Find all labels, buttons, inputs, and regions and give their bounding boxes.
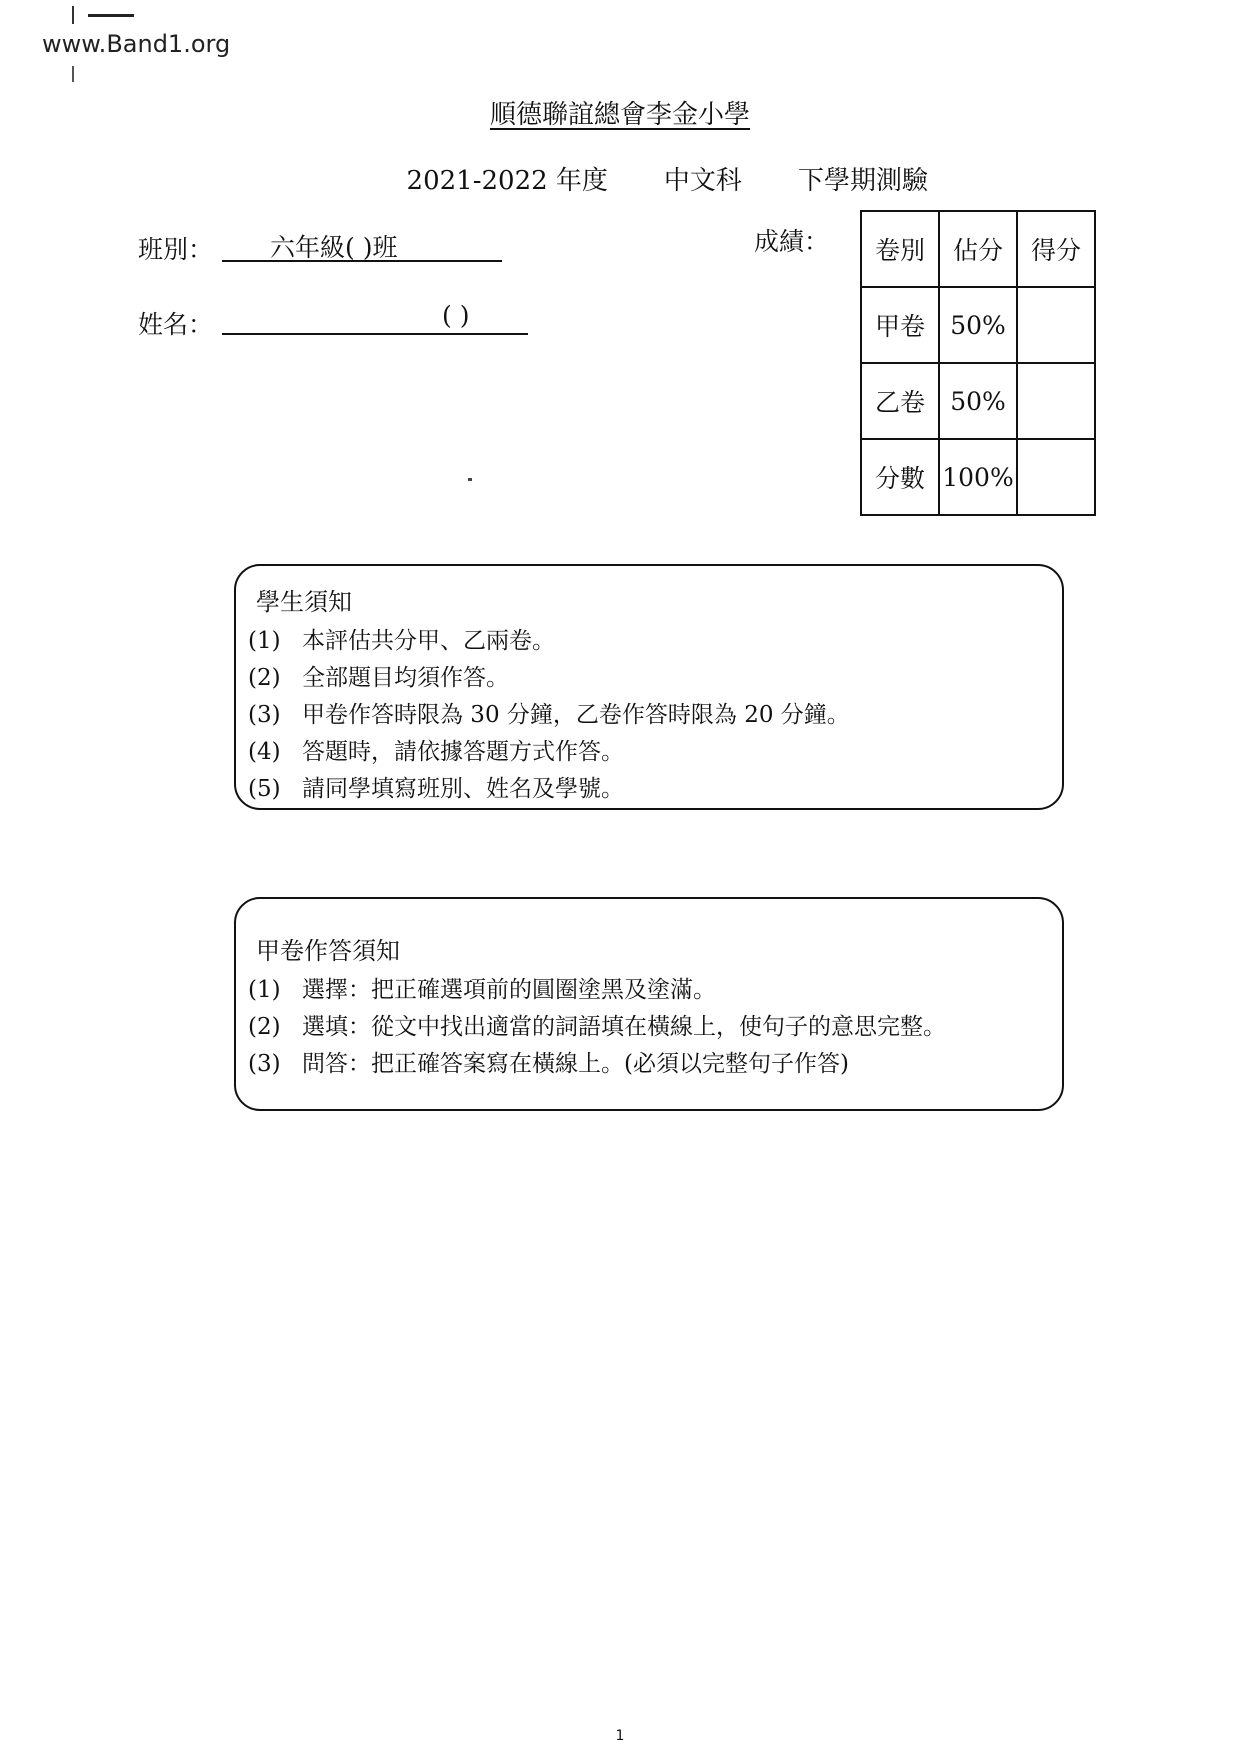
paper-cell: 甲卷 [861, 287, 939, 363]
item-text: 全部題目均須作答。 [302, 665, 509, 691]
header-weight: 佔分 [939, 211, 1017, 287]
student-notes-box [234, 564, 1064, 810]
item-text: 本評估共分甲、乙兩卷。 [302, 628, 555, 654]
paper-a-notes-list [236, 972, 1062, 1083]
stray-mark [468, 478, 472, 481]
weight-cell: 50% [939, 287, 1017, 363]
subject: 中文科 [663, 166, 742, 196]
header-paper: 卷別 [861, 211, 939, 287]
item-number: (4) [248, 739, 281, 765]
weight-cell: 50% [939, 363, 1017, 439]
list-item [248, 660, 1062, 697]
exam-name: 下學期測驗 [797, 166, 928, 196]
name-label: 姓名： [138, 310, 214, 339]
header-earned: 得分 [1017, 211, 1095, 287]
item-text: 甲卷作答時限為 30 分鐘，乙卷作答時限為 20 分鐘。 [302, 702, 850, 728]
list-item [248, 623, 1062, 660]
paper-cell: 乙卷 [861, 363, 939, 439]
item-text: 答題時，請依據答題方式作答。 [302, 739, 624, 765]
corner-dash [88, 14, 134, 17]
score-table [860, 210, 1096, 516]
earned-cell[interactable] [1017, 287, 1095, 363]
table-header-row [861, 211, 1095, 287]
school-name: 順德聯誼總會李金小學 [489, 100, 750, 130]
student-notes-list [236, 623, 1062, 808]
class-value: 六年級( )班 [270, 233, 398, 262]
page-number: 1 [615, 1728, 625, 1744]
corner-tick [72, 66, 74, 82]
list-item [248, 1009, 1062, 1046]
item-text: 請同學填寫班別、姓名及學號。 [302, 776, 624, 802]
watermark: www.Band1.org [42, 30, 231, 58]
earned-cell[interactable] [1017, 439, 1095, 515]
exam-title [390, 130, 928, 197]
item-text: 問答：把正確答案寫在橫線上。(必須以完整句子作答) [302, 1051, 849, 1077]
item-number: (3) [248, 1051, 281, 1077]
item-number: (3) [248, 702, 281, 728]
list-item [248, 972, 1062, 1009]
student-notes-title: 學生須知 [256, 588, 352, 616]
item-number: (2) [248, 665, 281, 691]
list-item [248, 734, 1062, 771]
paper-cell: 分數 [861, 439, 939, 515]
corner-mark [72, 6, 74, 24]
table-row [861, 363, 1095, 439]
student-number-field: ( ) [442, 301, 470, 330]
class-label: 班別： [138, 235, 214, 264]
item-number: (5) [248, 776, 281, 802]
list-item [248, 771, 1062, 808]
name-field[interactable] [222, 303, 528, 335]
item-number: (2) [248, 1014, 281, 1040]
list-item [248, 697, 1062, 734]
earned-cell[interactable] [1017, 363, 1095, 439]
table-row [861, 287, 1095, 363]
academic-year: 2021-2022 年度 [406, 166, 608, 196]
item-text: 選填：從文中找出適當的詞語填在橫線上，使句子的意思完整。 [302, 1014, 946, 1040]
item-number: (1) [248, 628, 281, 654]
list-item [248, 1046, 1062, 1083]
weight-cell: 100% [939, 439, 1017, 515]
score-label: 成績： [754, 227, 830, 256]
paper-a-notes-title: 甲卷作答須知 [256, 937, 400, 965]
item-text: 選擇：把正確選項前的圓圈塗黑及塗滿。 [302, 977, 716, 1003]
item-number: (1) [248, 977, 281, 1003]
paper-a-notes-box [234, 897, 1064, 1111]
table-row [861, 439, 1095, 515]
